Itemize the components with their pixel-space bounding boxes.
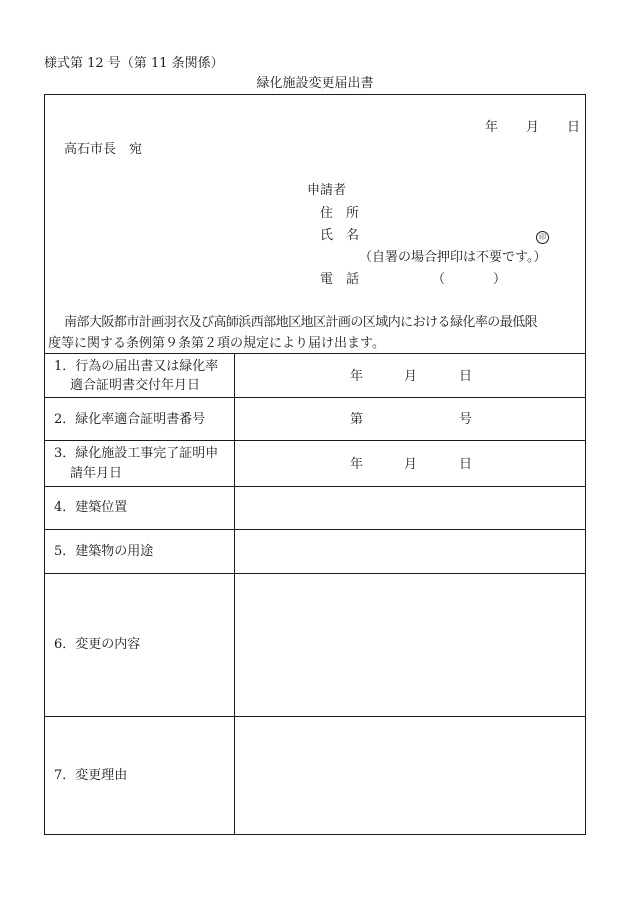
row-1-value-day: 日 xyxy=(459,369,473,384)
row-2-value-suffix: 号 xyxy=(459,412,473,427)
row-3-label-line-2: 請年月日 xyxy=(70,466,123,481)
divider-top-section xyxy=(44,353,586,354)
divider-row-5 xyxy=(44,573,586,574)
row-3-label-line-1: 3．緑化施設工事完了証明申 xyxy=(54,446,219,461)
row-4-label: 4．建築位置 xyxy=(54,500,128,515)
row-6-label: 6．変更の内容 xyxy=(54,637,141,652)
date-year: 年 xyxy=(485,120,499,135)
form-frame xyxy=(44,94,586,835)
divider-row-4 xyxy=(44,529,586,530)
row-3-value-day: 日 xyxy=(459,457,473,472)
divider-row-1 xyxy=(44,397,586,398)
body-text-line-2: 度等に関する条例第９条第２項の規定により届け出ます。 xyxy=(48,336,385,351)
row-1-value-year: 年 xyxy=(350,369,364,384)
row-2-value-prefix: 第 xyxy=(350,412,364,427)
date-month: 月 xyxy=(526,120,540,135)
row-1-value-month: 月 xyxy=(404,369,418,384)
row-1-label-line-2: 適合証明書交付年月日 xyxy=(70,378,201,393)
column-divider xyxy=(234,353,235,835)
body-text-line-1: 南部大阪都市計画羽衣及び高師浜西部地区地区計画の区域内における緑化率の最低限 xyxy=(64,315,538,330)
row-7-label: 7．変更理由 xyxy=(54,768,128,783)
row-1-label-line-1: 1．行為の届出書又は緑化率 xyxy=(54,359,219,374)
seal-note: （自署の場合押印は不要です。） xyxy=(359,250,547,265)
divider-row-6 xyxy=(44,716,586,717)
name-label: 氏 名 xyxy=(320,228,360,243)
phone-paren-open: （ xyxy=(432,272,446,287)
row-5-label: 5．建築物の用途 xyxy=(54,544,154,559)
seal-stamp-mark: 印 xyxy=(536,229,549,244)
row-3-value-month: 月 xyxy=(404,457,418,472)
row-2-label: 2．緑化率適合証明書番号 xyxy=(54,412,206,427)
date-day: 日 xyxy=(567,120,581,135)
phone-label: 電 話 xyxy=(320,272,360,287)
divider-row-2 xyxy=(44,440,586,441)
form-title: 緑化施設変更届出書 xyxy=(256,76,374,91)
applicant-heading: 申請者 xyxy=(307,183,347,198)
form-number-label: 様式第 12 号（第 11 条関係） xyxy=(44,56,224,71)
phone-paren-close: ） xyxy=(493,272,507,287)
addressee: 高石市長 宛 xyxy=(64,142,143,157)
address-label: 住 所 xyxy=(320,206,360,221)
row-3-value-year: 年 xyxy=(350,457,364,472)
divider-row-3 xyxy=(44,486,586,487)
